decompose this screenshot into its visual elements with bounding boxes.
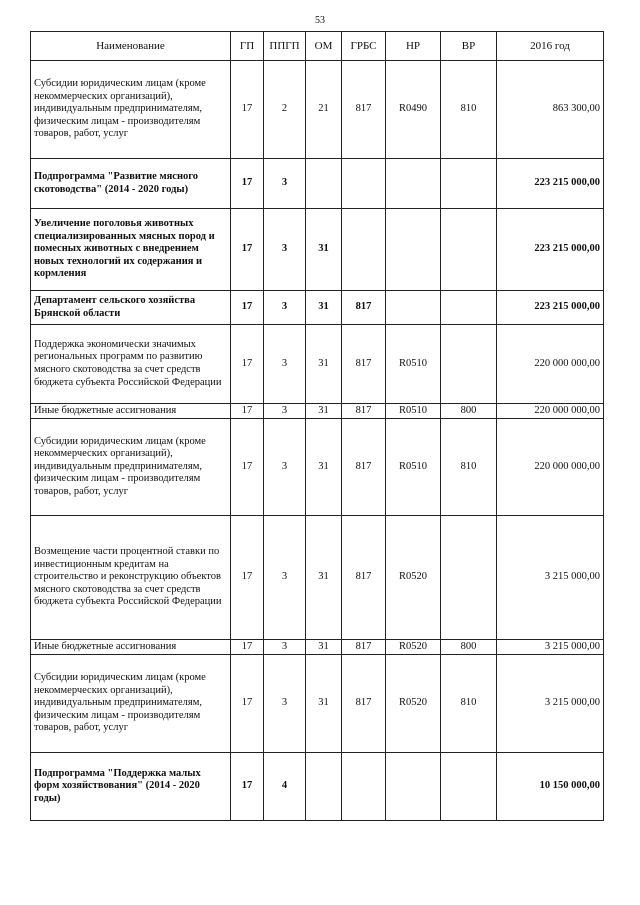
row-amount: 223 215 000,00 (497, 159, 604, 209)
row-vr: 800 (441, 640, 497, 655)
row-amount: 3 215 000,00 (497, 655, 604, 753)
row-nr (386, 209, 441, 291)
row-om (306, 159, 342, 209)
table-row (31, 404, 604, 419)
row-name: Поддержка экономически значимых региональных программ по развитию мясного скотоводства за счет средств бюджета субъекта Российской Федерации (31, 325, 231, 404)
row-gp: 17 (231, 419, 264, 516)
row-vr (441, 159, 497, 209)
row-grbs (342, 209, 386, 291)
row-ppgp: 2 (264, 61, 306, 159)
budget-table (30, 31, 604, 821)
table-row (31, 291, 604, 325)
row-vr (441, 516, 497, 640)
row-vr (441, 325, 497, 404)
row-nr: R0510 (386, 325, 441, 404)
row-nr: R0510 (386, 404, 441, 419)
row-om: 21 (306, 61, 342, 159)
row-vr: 810 (441, 419, 497, 516)
row-nr: R0490 (386, 61, 441, 159)
row-amount: 863 300,00 (497, 61, 604, 159)
column-header-year: 2016 год (497, 32, 604, 61)
table-row (31, 61, 604, 159)
row-grbs: 817 (342, 404, 386, 419)
row-name: Департамент сельского хозяйства Брянской области (31, 291, 231, 325)
row-gp: 17 (231, 209, 264, 291)
row-vr: 810 (441, 655, 497, 753)
row-grbs (342, 753, 386, 821)
row-om: 31 (306, 419, 342, 516)
table-row (31, 753, 604, 821)
row-name: Иные бюджетные ассигнования (31, 640, 231, 655)
row-grbs: 817 (342, 325, 386, 404)
row-gp: 17 (231, 655, 264, 753)
column-header-nr: НР (386, 32, 441, 61)
row-ppgp: 3 (264, 291, 306, 325)
row-ppgp: 3 (264, 404, 306, 419)
table-row (31, 325, 604, 404)
row-gp: 17 (231, 159, 264, 209)
row-om (306, 753, 342, 821)
table-row (31, 516, 604, 640)
row-grbs: 817 (342, 655, 386, 753)
row-vr (441, 753, 497, 821)
row-grbs (342, 159, 386, 209)
column-header-vr: ВР (441, 32, 497, 61)
row-nr (386, 291, 441, 325)
row-nr: R0510 (386, 419, 441, 516)
row-om: 31 (306, 655, 342, 753)
row-grbs: 817 (342, 516, 386, 640)
row-amount: 220 000 000,00 (497, 404, 604, 419)
row-name: Субсидии юридическим лицам (кроме некоммерческих организаций), индивидуальным предпринимателям, физическим лицам - производителям товаров, работ, услуг (31, 655, 231, 753)
row-amount: 3 215 000,00 (497, 640, 604, 655)
column-header-ppgp: ППГП (264, 32, 306, 61)
table-header-row (31, 32, 604, 61)
column-header-grbs: ГРБС (342, 32, 386, 61)
row-amount: 10 150 000,00 (497, 753, 604, 821)
row-grbs: 817 (342, 640, 386, 655)
row-ppgp: 3 (264, 159, 306, 209)
row-grbs: 817 (342, 291, 386, 325)
column-header-om: ОМ (306, 32, 342, 61)
table-row (31, 159, 604, 209)
row-om: 31 (306, 640, 342, 655)
row-amount: 223 215 000,00 (497, 291, 604, 325)
row-name: Увеличение поголовья животных специализированных мясных пород и помесных животных с внедрением новых технологий их содержания и кормления (31, 209, 231, 291)
row-vr: 800 (441, 404, 497, 419)
table-row (31, 640, 604, 655)
row-name: Иные бюджетные ассигнования (31, 404, 231, 419)
row-name: Субсидии юридическим лицам (кроме некоммерческих организаций), индивидуальным предпринимателям, физическим лицам - производителям товаров, работ, услуг (31, 419, 231, 516)
row-vr (441, 291, 497, 325)
column-header-name: Наименование (31, 32, 231, 61)
row-grbs: 817 (342, 61, 386, 159)
row-gp: 17 (231, 404, 264, 419)
row-gp: 17 (231, 325, 264, 404)
row-name: Возмещение части процентной ставки по инвестиционным кредитам на строительство и реконструкцию объектов мясного скотоводства за счет средств бюджета субъекта Российской Федерации (31, 516, 231, 640)
row-om: 31 (306, 291, 342, 325)
row-amount: 3 215 000,00 (497, 516, 604, 640)
row-om: 31 (306, 516, 342, 640)
row-gp: 17 (231, 516, 264, 640)
row-ppgp: 3 (264, 419, 306, 516)
row-grbs: 817 (342, 419, 386, 516)
row-gp: 17 (231, 640, 264, 655)
row-om: 31 (306, 325, 342, 404)
table-row (31, 419, 604, 516)
row-ppgp: 3 (264, 209, 306, 291)
column-header-gp: ГП (231, 32, 264, 61)
row-ppgp: 3 (264, 325, 306, 404)
table-row (31, 655, 604, 753)
row-om: 31 (306, 209, 342, 291)
row-amount: 223 215 000,00 (497, 209, 604, 291)
row-ppgp: 4 (264, 753, 306, 821)
page-number: 53 (315, 15, 325, 26)
row-ppgp: 3 (264, 640, 306, 655)
row-amount: 220 000 000,00 (497, 419, 604, 516)
row-gp: 17 (231, 61, 264, 159)
row-gp: 17 (231, 753, 264, 821)
row-om: 31 (306, 404, 342, 419)
row-gp: 17 (231, 291, 264, 325)
row-ppgp: 3 (264, 655, 306, 753)
table-row (31, 209, 604, 291)
row-vr (441, 209, 497, 291)
row-name: Подпрограмма "Развитие мясного скотоводства" (2014 - 2020 годы) (31, 159, 231, 209)
row-nr: R0520 (386, 516, 441, 640)
row-nr: R0520 (386, 655, 441, 753)
row-vr: 810 (441, 61, 497, 159)
row-nr: R0520 (386, 640, 441, 655)
row-nr (386, 753, 441, 821)
row-amount: 220 000 000,00 (497, 325, 604, 404)
row-nr (386, 159, 441, 209)
row-name: Субсидии юридическим лицам (кроме некоммерческих организаций), индивидуальным предпринимателям, физическим лицам - производителям товаров, работ, услуг (31, 61, 231, 159)
row-name: Подпрограмма "Поддержка малых форм хозяйствования" (2014 - 2020 годы) (31, 753, 231, 821)
row-ppgp: 3 (264, 516, 306, 640)
